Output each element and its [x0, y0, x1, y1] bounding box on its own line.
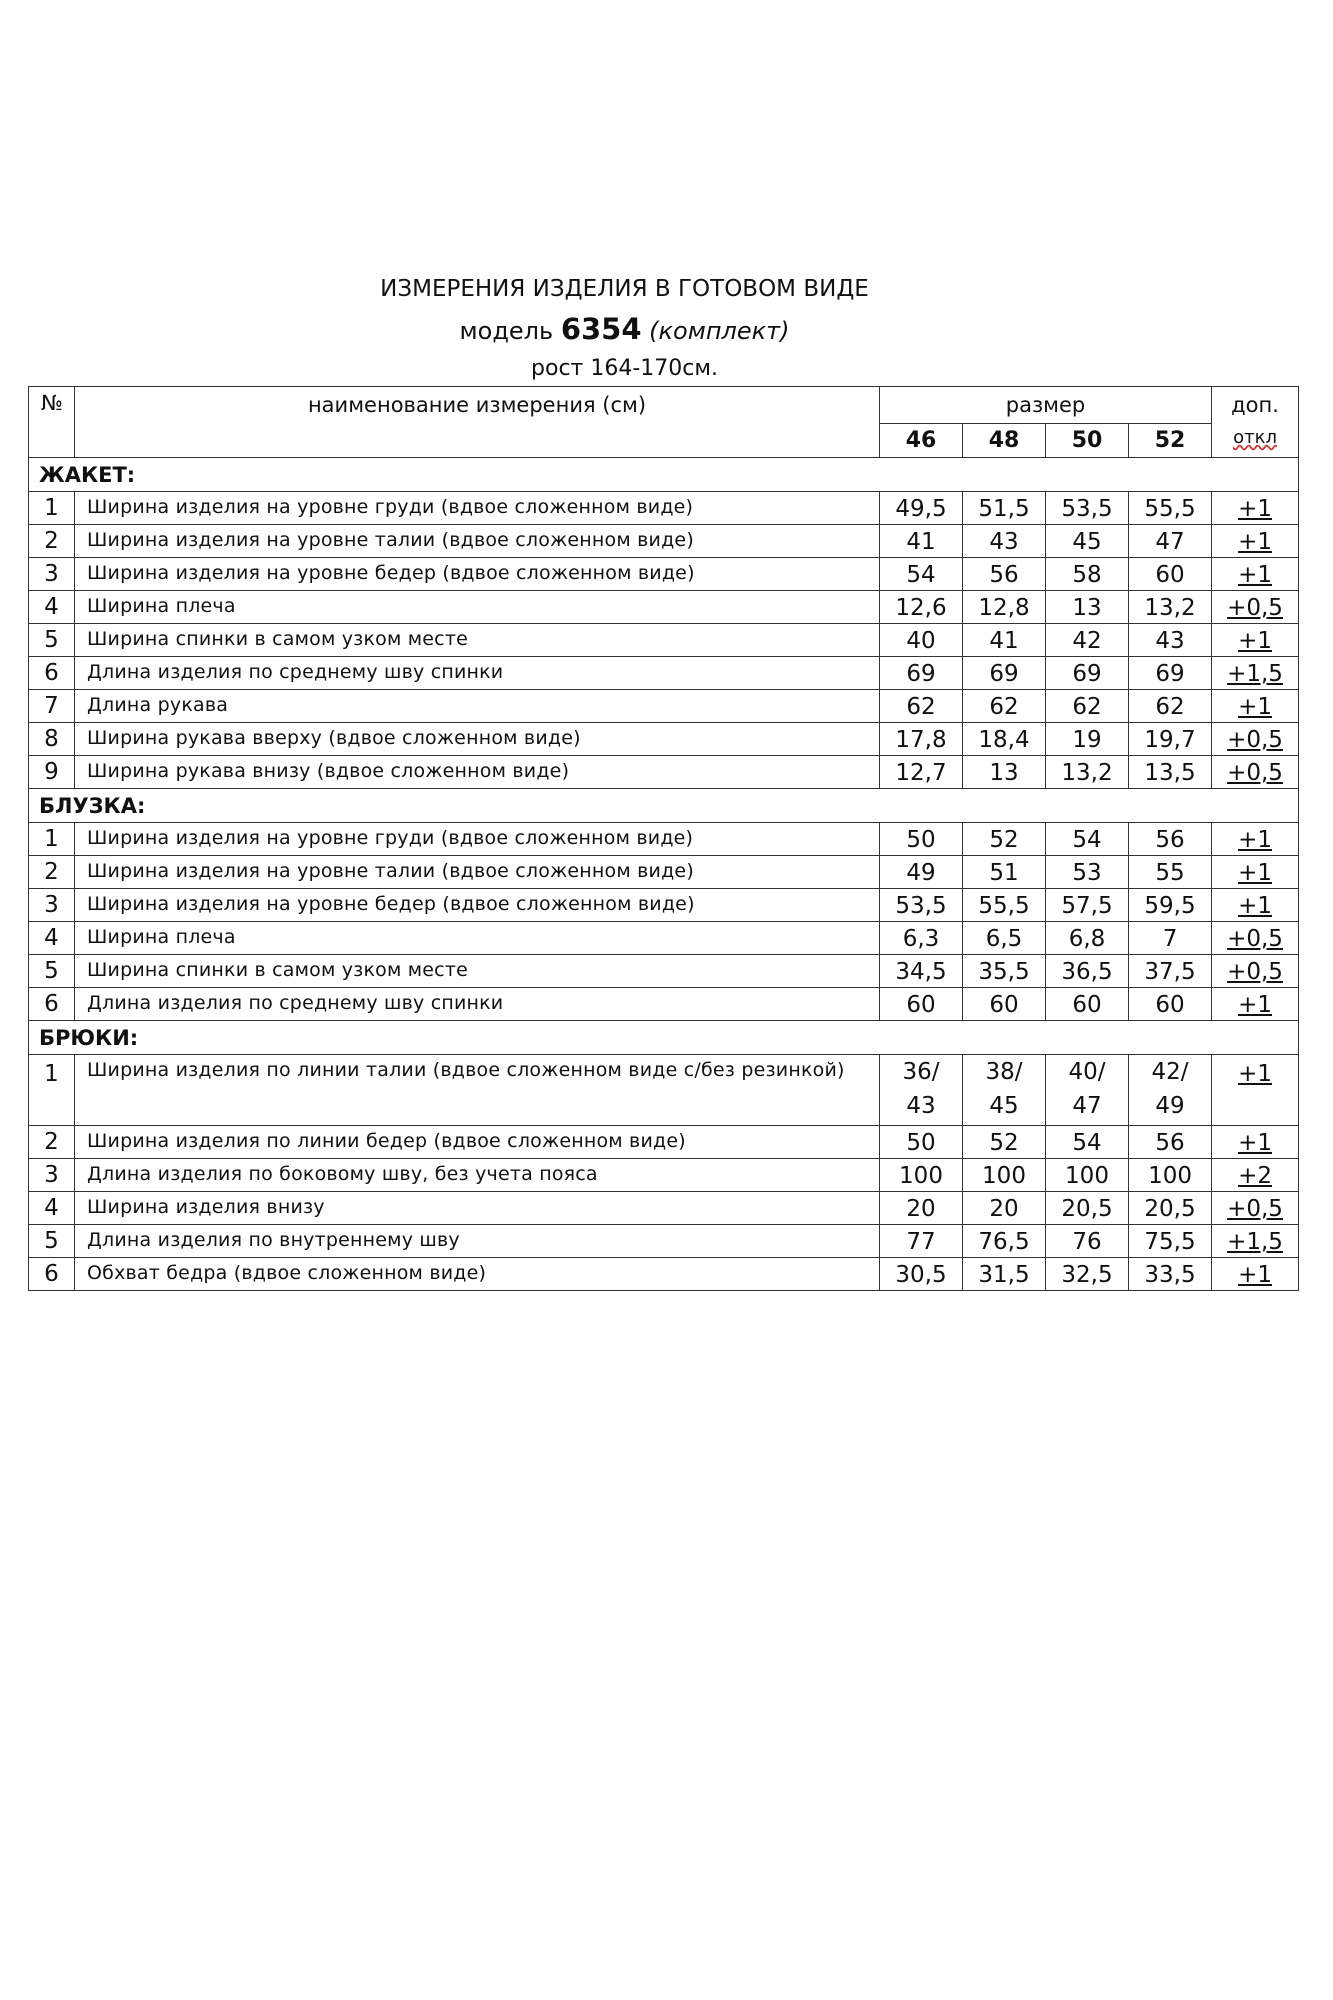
row-number: 2 — [29, 525, 75, 558]
size-value: 50 — [880, 1126, 963, 1159]
measurement-name: Ширина изделия на уровне груди (вдвое сложенном виде) — [75, 823, 880, 856]
section-title: БРЮКИ: — [29, 1021, 1299, 1055]
size-value: 60 — [1046, 988, 1129, 1021]
size-value: 47 — [1129, 525, 1212, 558]
size-value: 55,5 — [1129, 492, 1212, 525]
size-value: 54 — [1046, 823, 1129, 856]
tolerance-value — [1212, 988, 1299, 1021]
tolerance-value — [1212, 657, 1299, 690]
row-number: 7 — [29, 690, 75, 723]
model-prefix: модель — [459, 317, 554, 345]
size-value: 76 — [1046, 1225, 1129, 1258]
size-value: 13,2 — [1046, 756, 1129, 789]
size-value: 32,5 — [1046, 1258, 1129, 1291]
tolerance-value — [1212, 1192, 1299, 1225]
tolerance-value — [1212, 1258, 1299, 1291]
size-value: 57,5 — [1046, 889, 1129, 922]
measurement-row — [29, 955, 1299, 988]
measurement-name: Ширина изделия внизу — [75, 1192, 880, 1225]
size-value: 35,5 — [963, 955, 1046, 988]
measurement-row — [29, 690, 1299, 723]
size-value: 53,5 — [1046, 492, 1129, 525]
size-value: 56 — [1129, 1126, 1212, 1159]
row-number: 6 — [29, 1258, 75, 1291]
size-value: 37,5 — [1129, 955, 1212, 988]
tolerance-text: +1 — [1238, 694, 1272, 720]
section-header-row — [29, 789, 1299, 823]
tolerance-value — [1212, 889, 1299, 922]
size-46-header: 46 — [880, 424, 963, 458]
size-value: 30,5 — [880, 1258, 963, 1291]
height-line: рост 164-170см. — [531, 356, 718, 381]
tolerance-value — [1212, 823, 1299, 856]
size-value: 42 — [1046, 624, 1129, 657]
measurement-name: Длина рукава — [75, 690, 880, 723]
row-number: 9 — [29, 756, 75, 789]
row-number: 1 — [29, 492, 75, 525]
size-value: 76,5 — [963, 1225, 1046, 1258]
size-value: 75,5 — [1129, 1225, 1212, 1258]
measurement-name: Длина изделия по внутреннему шву — [75, 1225, 880, 1258]
measurement-name: Длина изделия по среднему шву спинки — [75, 988, 880, 1021]
tolerance-text: +1 — [1238, 496, 1272, 522]
measurement-row — [29, 889, 1299, 922]
measurement-row — [29, 988, 1299, 1021]
measurement-row — [29, 1258, 1299, 1291]
row-number: 6 — [29, 657, 75, 690]
measurement-name: Ширина спинки в самом узком месте — [75, 955, 880, 988]
measurement-name: Длина изделия по среднему шву спинки — [75, 657, 880, 690]
measurement-row — [29, 624, 1299, 657]
size-value: 62 — [963, 690, 1046, 723]
measurement-row — [29, 1192, 1299, 1225]
tolerance-text: +0,5 — [1227, 760, 1283, 786]
measurement-row — [29, 1126, 1299, 1159]
size-52-header: 52 — [1129, 424, 1212, 458]
tolerance-text: +1 — [1238, 860, 1272, 886]
size-value: 6,8 — [1046, 922, 1129, 955]
row-number: 2 — [29, 1126, 75, 1159]
tolerance-value — [1212, 525, 1299, 558]
size-value: 53 — [1046, 856, 1129, 889]
measurement-name: Ширина спинки в самом узком месте — [75, 624, 880, 657]
tolerance-value — [1212, 558, 1299, 591]
header-row — [29, 387, 1299, 424]
size-value: 58 — [1046, 558, 1129, 591]
tolerance-value — [1212, 756, 1299, 789]
size-value: 41 — [880, 525, 963, 558]
measurement-name: Обхват бедра (вдвое сложенном виде) — [75, 1258, 880, 1291]
measurement-row — [29, 1055, 1299, 1126]
size-value: 13,2 — [1129, 591, 1212, 624]
size-value: 69 — [1046, 657, 1129, 690]
size-value: 33,5 — [1129, 1258, 1212, 1291]
measurement-name: Ширина плеча — [75, 922, 880, 955]
document-title: ИЗМЕРЕНИЯ ИЗДЕЛИЯ В ГОТОВОМ ВИДЕ — [380, 276, 869, 302]
size-value: 42/ 49 — [1129, 1055, 1212, 1126]
size-value: 55,5 — [963, 889, 1046, 922]
measurement-row — [29, 756, 1299, 789]
size-value: 100 — [963, 1159, 1046, 1192]
measurement-name: Ширина рукава вверху (вдвое сложенном виде) — [75, 723, 880, 756]
measurement-row — [29, 657, 1299, 690]
tolerance-value — [1212, 856, 1299, 889]
section-title: БЛУЗКА: — [29, 789, 1299, 823]
size-value: 20 — [963, 1192, 1046, 1225]
measurement-row — [29, 1225, 1299, 1258]
row-number: 4 — [29, 922, 75, 955]
size-value: 13 — [1046, 591, 1129, 624]
size-value: 51 — [963, 856, 1046, 889]
measurement-row — [29, 1159, 1299, 1192]
size-value: 18,4 — [963, 723, 1046, 756]
size-value: 51,5 — [963, 492, 1046, 525]
row-number: 1 — [29, 1055, 75, 1126]
size-value: 69 — [880, 657, 963, 690]
size-value: 49 — [880, 856, 963, 889]
size-value: 20,5 — [1046, 1192, 1129, 1225]
tolerance-text: +1,5 — [1227, 661, 1283, 687]
tolerance-header-bottom: откл — [1233, 427, 1277, 448]
size-value: 20,5 — [1129, 1192, 1212, 1225]
section-header-row — [29, 458, 1299, 492]
measurement-row — [29, 723, 1299, 756]
size-value: 60 — [1129, 558, 1212, 591]
tolerance-value — [1212, 955, 1299, 988]
measurement-row — [29, 558, 1299, 591]
size-value: 100 — [1046, 1159, 1129, 1192]
tolerance-value — [1212, 1055, 1299, 1126]
size-value: 6,5 — [963, 922, 1046, 955]
row-number: 1 — [29, 823, 75, 856]
size-value: 43 — [963, 525, 1046, 558]
size-value: 40 — [880, 624, 963, 657]
size-value: 41 — [963, 624, 1046, 657]
tolerance-text: +1 — [1238, 529, 1272, 555]
size-value: 7 — [1129, 922, 1212, 955]
model-number: 6354 — [560, 312, 642, 346]
row-number: 2 — [29, 856, 75, 889]
size-value: 17,8 — [880, 723, 963, 756]
size-48-header: 48 — [963, 424, 1046, 458]
tolerance-value — [1212, 1126, 1299, 1159]
tolerance-text: +1 — [1238, 893, 1272, 919]
size-value: 36/ 43 — [880, 1055, 963, 1126]
tolerance-text: +1,5 — [1227, 1229, 1283, 1255]
tolerance-text: +0,5 — [1227, 926, 1283, 952]
size-value: 49,5 — [880, 492, 963, 525]
size-value: 12,6 — [880, 591, 963, 624]
size-value: 6,3 — [880, 922, 963, 955]
size-value: 54 — [880, 558, 963, 591]
tolerance-value — [1212, 1159, 1299, 1192]
measurement-row — [29, 856, 1299, 889]
size-value: 55 — [1129, 856, 1212, 889]
measurement-name: Ширина изделия по линии бедер (вдвое сложенном виде) — [75, 1126, 880, 1159]
tolerance-text: +2 — [1238, 1163, 1272, 1189]
size-value: 53,5 — [880, 889, 963, 922]
size-value: 60 — [1129, 988, 1212, 1021]
tolerance-text: +1 — [1238, 992, 1272, 1018]
measurement-row — [29, 823, 1299, 856]
tolerance-text: +1 — [1238, 1061, 1272, 1087]
size-value: 43 — [1129, 624, 1212, 657]
column-size-header: размер — [880, 387, 1212, 424]
tolerance-text: +1 — [1238, 562, 1272, 588]
size-value: 13,5 — [1129, 756, 1212, 789]
model-line — [0, 312, 1291, 346]
column-tolerance-header — [1212, 387, 1299, 458]
row-number: 6 — [29, 988, 75, 1021]
size-value: 40/ 47 — [1046, 1055, 1129, 1126]
size-value: 59,5 — [1129, 889, 1212, 922]
size-value: 13 — [963, 756, 1046, 789]
row-number: 3 — [29, 1159, 75, 1192]
row-number: 4 — [29, 591, 75, 624]
size-50-header: 50 — [1046, 424, 1129, 458]
column-name-header: наименование измерения (см) — [75, 387, 880, 458]
tolerance-value — [1212, 492, 1299, 525]
size-value: 19,7 — [1129, 723, 1212, 756]
measurement-row — [29, 591, 1299, 624]
row-number: 8 — [29, 723, 75, 756]
measurement-name: Ширина изделия на уровне бедер (вдвое сложенном виде) — [75, 558, 880, 591]
tolerance-header-top: доп. — [1231, 393, 1279, 417]
section-header-row — [29, 1021, 1299, 1055]
tolerance-value — [1212, 690, 1299, 723]
tolerance-text: +0,5 — [1227, 1196, 1283, 1222]
measurements-table — [28, 386, 1299, 1291]
measurement-name: Ширина плеча — [75, 591, 880, 624]
row-number: 3 — [29, 889, 75, 922]
tolerance-text: +1 — [1238, 827, 1272, 853]
tolerance-value — [1212, 624, 1299, 657]
size-value: 19 — [1046, 723, 1129, 756]
row-number: 5 — [29, 1225, 75, 1258]
size-value: 31,5 — [963, 1258, 1046, 1291]
row-number: 5 — [29, 624, 75, 657]
size-value: 12,8 — [963, 591, 1046, 624]
size-value: 52 — [963, 1126, 1046, 1159]
size-value: 20 — [880, 1192, 963, 1225]
tolerance-text: +0,5 — [1227, 595, 1283, 621]
size-value: 69 — [963, 657, 1046, 690]
section-title: ЖАКЕТ: — [29, 458, 1299, 492]
size-value: 60 — [963, 988, 1046, 1021]
measurement-row — [29, 525, 1299, 558]
size-value: 62 — [1046, 690, 1129, 723]
size-value: 52 — [963, 823, 1046, 856]
size-value: 56 — [963, 558, 1046, 591]
tolerance-text: +0,5 — [1227, 727, 1283, 753]
measurement-name: Ширина изделия на уровне груди (вдвое сложенном виде) — [75, 492, 880, 525]
tolerance-text: +1 — [1238, 1262, 1272, 1288]
model-suffix: (комплект) — [649, 317, 790, 345]
tolerance-value — [1212, 1225, 1299, 1258]
measurement-name: Ширина рукава внизу (вдвое сложенном виде) — [75, 756, 880, 789]
measurement-row — [29, 922, 1299, 955]
size-value: 62 — [880, 690, 963, 723]
measurement-name: Ширина изделия на уровне бедер (вдвое сложенном виде) — [75, 889, 880, 922]
size-value: 36,5 — [1046, 955, 1129, 988]
size-value: 12,7 — [880, 756, 963, 789]
size-value: 100 — [880, 1159, 963, 1192]
size-value: 45 — [1046, 525, 1129, 558]
tolerance-text: +1 — [1238, 1130, 1272, 1156]
row-number: 5 — [29, 955, 75, 988]
size-value: 69 — [1129, 657, 1212, 690]
measurement-name: Ширина изделия на уровне талии (вдвое сложенном виде) — [75, 856, 880, 889]
tolerance-value — [1212, 591, 1299, 624]
row-number: 3 — [29, 558, 75, 591]
size-value: 62 — [1129, 690, 1212, 723]
size-value: 34,5 — [880, 955, 963, 988]
size-value: 100 — [1129, 1159, 1212, 1192]
measurement-name: Ширина изделия на уровне талии (вдвое сложенном виде) — [75, 525, 880, 558]
measurement-name: Длина изделия по боковому шву, без учета пояса — [75, 1159, 880, 1192]
size-value: 77 — [880, 1225, 963, 1258]
size-value: 60 — [880, 988, 963, 1021]
size-value: 56 — [1129, 823, 1212, 856]
size-value: 38/ 45 — [963, 1055, 1046, 1126]
row-number: 4 — [29, 1192, 75, 1225]
tolerance-value — [1212, 723, 1299, 756]
measurement-row — [29, 492, 1299, 525]
size-value: 50 — [880, 823, 963, 856]
tolerance-value — [1212, 922, 1299, 955]
measurement-name: Ширина изделия по линии талии (вдвое сложенном виде с/без резинкой) — [75, 1055, 880, 1126]
tolerance-text: +1 — [1238, 628, 1272, 654]
tolerance-text: +0,5 — [1227, 959, 1283, 985]
size-value: 54 — [1046, 1126, 1129, 1159]
column-number-header: № — [29, 387, 75, 458]
